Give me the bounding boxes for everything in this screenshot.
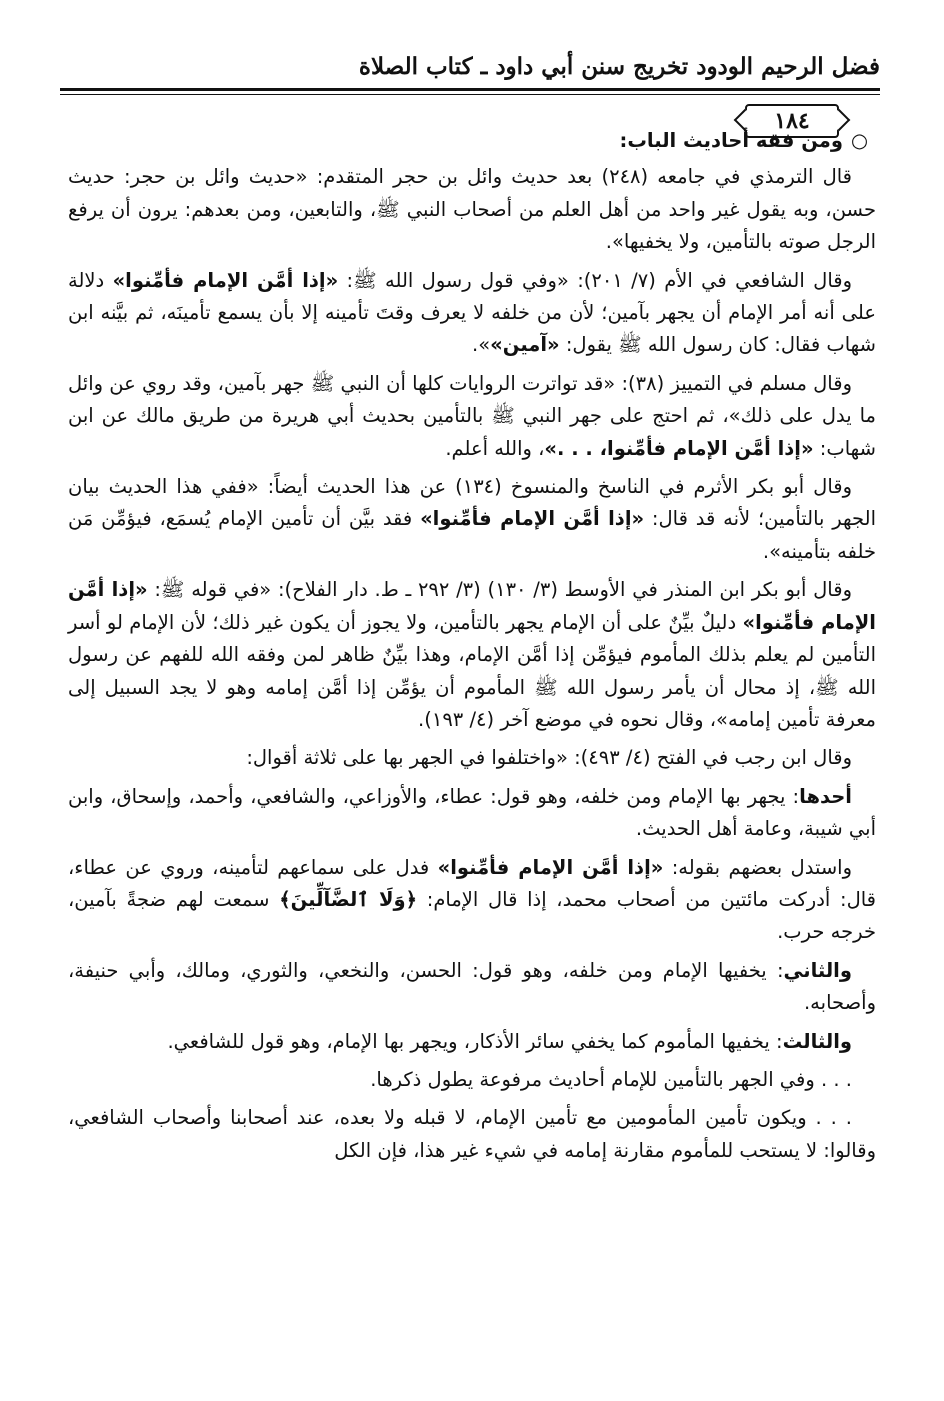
text-run: سمعت لهم ضجةً بآمين، خرجه حرب. — [68, 887, 876, 944]
paragraph — [68, 574, 876, 736]
bold-quote: «إذا أمَّن الإمام فأمِّنوا» — [420, 507, 645, 531]
text-run: فقد بيَّن أن تأمين الإمام يُسمَع، فيؤمِّن مَن خلفه بتأمينه». — [68, 507, 876, 563]
text-run: وقال مسلم في التمييز (٣٨): «قد تواترت الروايات كلها أن النبي ﷺ جهر بآمين، وقد روي عن وائل ما يدل على ذلك»، ثم احتج على جهر النبي ﷺ بالتأمين بحديث أبي هريرة من طريق مالك عن ابن شهاب: — [68, 371, 876, 460]
paragraph — [68, 742, 876, 774]
bold-quote: والثاني — [783, 958, 852, 982]
text-run: : يخفيها المأموم كما يخفي سائر الأذكار، ويجهر بها الإمام، وهو قول للشافعي. — [167, 1029, 783, 1053]
bold-quote: «إذا أمَّن الإمام فأمِّنوا، . . .» — [544, 436, 814, 460]
paragraph — [68, 1026, 876, 1058]
text-run: وقال أبو بكر الأثرم في الناسخ والمنسوخ (١٣٤) عن هذا الحديث أيضاً: «ففي هذا الحديث بيان الجهر بالتأمين؛ لأنه قد قال: — [68, 475, 876, 531]
text-run: دلالة على أنه أمر الإمام أن يجهر بآمين؛ لأن من خلفه لا يعرف وقتَ تأمينه إلا بأن يسمع تأمينَه، ثم بيَّنه ابن شهاب فقال: كان رسول الله ﷺ يقول: — [68, 268, 876, 357]
bold-quote: والثالث — [782, 1029, 852, 1053]
bold-quote: «إذا أمَّن الإمام فأمِّنوا» — [68, 578, 876, 634]
text-run: وقال ابن رجب في الفتح (٤/ ٤٩٣): «واختلفوا في الجهر بها على ثلاثة أقوال: — [246, 746, 852, 770]
page-header — [60, 44, 880, 134]
text-run: واستدل بعضهم بقوله: — [663, 855, 852, 879]
text-run: . . . ويكون تأمين المأمومين مع تأمين الإمام، لا قبله ولا بعده، عند أصحابنا وأصحاب الشافعي، وقالوا: لا يستحب للمأموم مقارنة إمامه في شيء غير هذا، فإن الكل — [68, 1106, 876, 1162]
bold-quote: ﴿وَلَا ٱلضَّآلِّينَ﴾ — [279, 887, 418, 911]
page-body — [68, 125, 876, 1173]
text-run: قال الترمذي في جامعه (٢٤٨) بعد حديث وائل بن حجر المتقدم: «حديث وائل بن حجر: حديث حسن، وبه يقول غير واحد من أهل العلم من أصحاب النبي ﷺ، والتابعين، ومن بعدهم: يرون أن يرفع الرجل صوته بالتأمين، ولا يخفيها». — [68, 165, 876, 254]
paragraph-list — [68, 161, 876, 1167]
bold-quote: «إذا أمَّن الإمام فأمِّنوا» — [112, 268, 339, 292]
text-run: : يجهر بها الإمام ومن خلفه، وهو قول: عطاء، والأوزاعي، والشافعي، وأحمد، وإسحاق، وابن أبي شيبة، وعامة أهل الحديث. — [68, 784, 876, 841]
text-run: ». — [472, 333, 491, 357]
paragraph — [68, 471, 876, 568]
paragraph — [68, 852, 876, 949]
paragraph — [68, 1102, 876, 1167]
paragraph — [68, 955, 876, 1020]
paragraph — [68, 265, 876, 362]
text-run: دليلٌ بيِّنٌ على أن الإمام يجهر بالتأمين، ولا يجوز أن يكون غير ذلك؛ لأن الإمام لو أسر التأمين لم يعلم بذلك المأموم فيؤمِّن إذا أمَّن الإمام، وهذا بيِّنٌ ظاهر لمن وفقه الله للفهم عن رسول الله ﷺ، إذ محال أن يأمر رسول الله ﷺ المأموم أن يؤمِّن إذا أمَّن إمامه وهو لا يجد السبيل إلى معرفة تأمين إمامه»، وقال نحوه في موضع آخر (٤/ ١٩٣). — [68, 610, 876, 731]
bold-quote: «إذا أمَّن الإمام فأمِّنوا» — [437, 855, 664, 879]
header-rule-thick — [60, 88, 880, 91]
section-heading — [68, 125, 876, 157]
paragraph — [68, 1064, 876, 1096]
text-run: : يخفيها الإمام ومن خلفه، وهو قول: الحسن، والنخعي، والثوري، ومالك، وأبي حنيفة، وأصحابه. — [68, 958, 876, 1015]
bold-quote: أحدها — [799, 784, 852, 808]
text-run: وقال الشافعي في الأم (٧/ ٢٠١): «وفي قول رسول الله ﷺ: — [338, 268, 852, 292]
paragraph — [68, 368, 876, 465]
text-run: وقال أبو بكر ابن المنذر في الأوسط (٣/ ١٣٠) (٣/ ٢٩٢ ـ ط. دار الفلاح): «في قوله ﷺ: — [147, 578, 852, 602]
paragraph — [68, 161, 876, 258]
paragraph — [68, 781, 876, 846]
header-rule-thin — [60, 94, 880, 95]
bold-quote: «آمين» — [490, 333, 560, 357]
text-run: فدل على سماعهم لتأمينه، وروي عن عطاء، قال: أدركت مائتين من أصحاب محمد، إذا قال الإمام: — [68, 855, 876, 911]
circle-bullet-icon: ○ — [850, 129, 868, 152]
section-heading-text: ومن فقه أحاديث الباب: — [619, 129, 843, 152]
running-title: فضل الرحيم الودود تخريج سنن أبي داود ـ كتاب الصلاة — [358, 53, 880, 80]
text-run: . . . وفي الجهر بالتأمين للإمام أحاديث مرفوعة يطول ذكرها. — [370, 1067, 852, 1091]
page-number: ١٨٤ — [774, 108, 810, 134]
text-run: ، والله أعلم. — [445, 436, 545, 460]
